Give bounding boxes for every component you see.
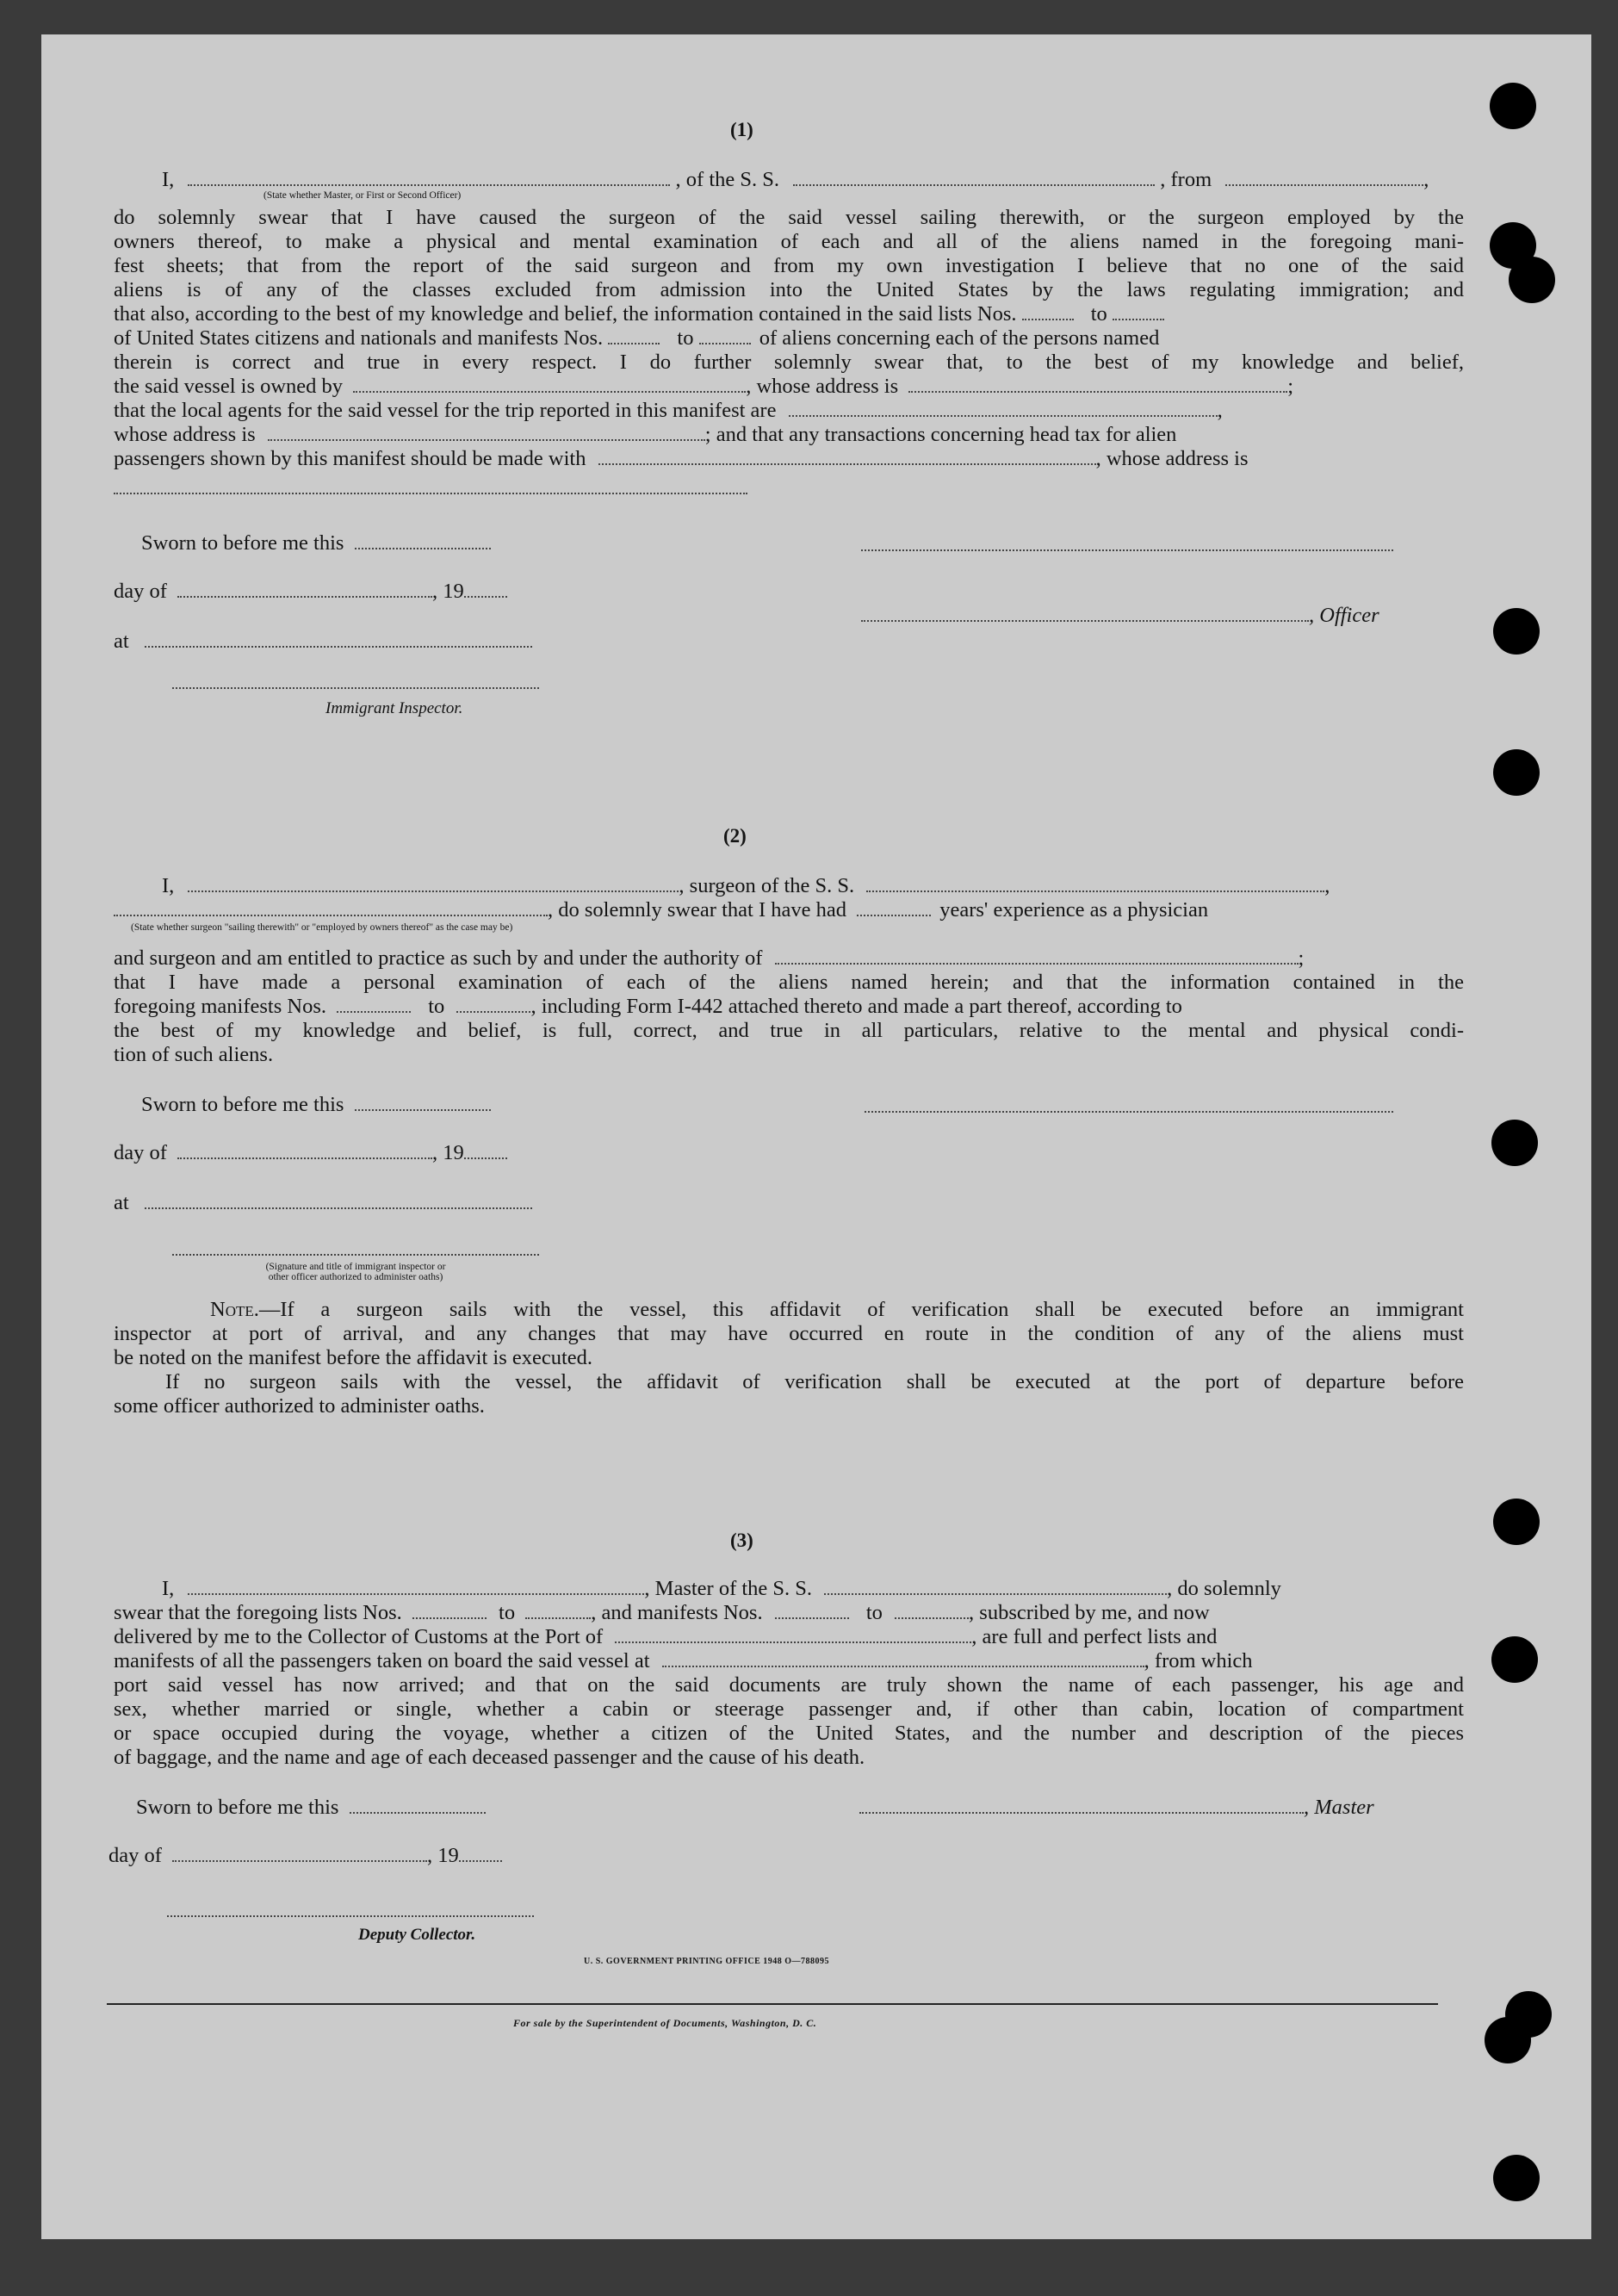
section-1-lists-line: that also, according to the best of my knowledge and belief, the information contained in the said lists Nos. to <box>114 301 1164 327</box>
section-1-line-i: I, , of the S. S. , from , <box>162 168 1429 191</box>
owner-address-field[interactable] <box>908 375 1287 393</box>
section-3-lists-from-field[interactable] <box>412 1602 487 1619</box>
surgeon-status-note: (State whether surgeon "sailing therewith" or "employed by owners thereof" as the case may be) <box>131 922 513 933</box>
agents-address-field[interactable] <box>268 424 705 441</box>
collector-port-field[interactable] <box>615 1626 971 1643</box>
at-field-1[interactable] <box>145 630 532 648</box>
inspector-or-officer-signature-line[interactable] <box>172 1254 539 1256</box>
lists-from-field[interactable] <box>1022 303 1074 320</box>
section-3-delivered-line: delivered by me to the Collector of Customs at the Port of , are full and perfect lists and <box>114 1625 1218 1648</box>
deputy-collector-signature-line[interactable] <box>167 1915 534 1917</box>
year-field-3[interactable] <box>459 1845 502 1862</box>
note-line-3: be noted on the manifest before the affidavit is executed. <box>114 1346 593 1369</box>
section-1-body-3: fest sheets; that from the report of the said surgeon and from my own investigation I believe that no one of the said <box>114 254 1464 277</box>
section-1-correct: therein is correct and true in every respect. I do further solemnly swear that, to the best of my knowledge and belief, <box>114 351 1464 374</box>
year-field-1[interactable] <box>464 580 507 598</box>
foregoing-from-field[interactable] <box>337 996 411 1013</box>
master-signature-field[interactable] <box>859 1796 1304 1814</box>
vessel-name-field[interactable] <box>793 169 1155 186</box>
sale-notice: For sale by the Superintendent of Documents, Washington, D. C. <box>513 2017 817 2029</box>
foregoing-to-field[interactable] <box>456 996 530 1013</box>
section-3-lists-to-field[interactable] <box>525 1602 591 1619</box>
section-3-body-1: port said vessel has now arrived; and that on the said documents are truly shown the name of each passenger, his age and <box>114 1673 1464 1697</box>
years-experience-field[interactable] <box>857 899 931 916</box>
master-name-field[interactable] <box>188 1578 644 1595</box>
owner-field[interactable] <box>353 375 746 393</box>
section-3-baggage: of baggage, and the name and age of each deceased passenger and the cause of his death. <box>114 1746 865 1769</box>
punch-hole <box>1493 749 1540 796</box>
section-3-body-2: sex, whether married or single, whether a cabin or steerage passenger and, if other than cabin, location of compartment <box>114 1697 1464 1721</box>
punch-hole <box>1491 1120 1538 1166</box>
section-2-foregoing-line: foregoing manifests Nos. to , including Form I-442 attached thereto and made a part thereof, according to <box>114 995 1182 1018</box>
punch-hole <box>1509 257 1555 303</box>
section-1-sworn: Sworn to before me this <box>141 531 491 556</box>
deputy-collector-label: Deputy Collector. <box>358 1926 476 1944</box>
section-1-owned-line: the said vessel is owned by , whose address is ; <box>114 375 1294 398</box>
section-3-body-3: or space occupied during the voyage, whether a citizen of the United States, and the number and description of the pieces <box>114 1722 1464 1745</box>
manifests-to-field[interactable] <box>699 327 751 344</box>
punch-hole <box>1490 83 1536 129</box>
section-3-manifests-from-field[interactable] <box>775 1602 849 1619</box>
section-1-passengers-line: passengers shown by this manifest should be made with , whose address is <box>114 447 1249 470</box>
section-2-such: tion of such aliens. <box>114 1043 274 1066</box>
section-1-body-2: owners thereof, to make a physical and mental examination of each and all of the aliens named in the foregoing mani- <box>114 230 1464 253</box>
section-2-best: the best of my knowledge and belief, is full, correct, and true in all particulars, relative to the mental and physical condi- <box>114 1019 1464 1042</box>
sworn-date-field-1[interactable] <box>355 532 491 549</box>
section-3-line-i: I, , Master of the S. S. , do solemnly <box>162 1577 1281 1600</box>
punch-hole <box>1485 2017 1531 2063</box>
section-1-day-of: day of , 19 <box>114 579 507 605</box>
sworn-date-field-2[interactable] <box>355 1094 491 1111</box>
section-3-number: (3) <box>730 1530 753 1551</box>
punch-hole <box>1493 608 1540 655</box>
inspector-signature-line[interactable] <box>172 687 539 689</box>
punch-hole <box>1493 1499 1540 1545</box>
manifests-from-field[interactable] <box>608 327 660 344</box>
master-vessel-field[interactable] <box>824 1578 1167 1595</box>
printing-office-line: U. S. GOVERNMENT PRINTING OFFICE 1948 O—788095 <box>584 1957 830 1966</box>
section-1-at: at <box>114 629 532 655</box>
head-tax-address-field[interactable] <box>114 493 747 494</box>
head-tax-contact-field[interactable] <box>598 448 1096 465</box>
section-1-agents-line: that the local agents for the said vessel for the trip reported in this manifest are , <box>114 399 1223 422</box>
section-3-manifests-to-field[interactable] <box>895 1602 969 1619</box>
lists-to-field[interactable] <box>1113 303 1164 320</box>
section-2-number: (2) <box>723 825 747 847</box>
section-1-officer-line: , Officer <box>861 603 1379 629</box>
form-page <box>41 34 1591 2239</box>
section-1-address-line: whose address is ; and that any transactions concerning head tax for alien <box>114 423 1177 446</box>
from-port-field[interactable] <box>1225 169 1423 186</box>
immigrant-inspector-label: Immigrant Inspector. <box>325 699 463 717</box>
section-3-sworn: Sworn to before me this <box>136 1795 486 1821</box>
surgeon-status-field[interactable] <box>114 899 548 916</box>
surgeon-signature-line[interactable] <box>865 1111 1393 1113</box>
section-1-body-4: aliens is of any of the classes excluded from admission into the United States by the laws regulating immigration; and <box>114 278 1464 301</box>
section-1-number: (1) <box>730 119 753 140</box>
footer-rule <box>107 2003 1438 2005</box>
section-3-manifests-line: manifests of all the passengers taken on board the said vessel at , from which <box>114 1649 1253 1672</box>
officer-rank-note: (State whether Master, or First or Second Officer) <box>263 190 462 201</box>
signature-note-2: other officer authorized to administer oaths) <box>268 1272 443 1282</box>
signature-line-1[interactable] <box>861 549 1393 551</box>
punch-hole <box>1491 1636 1538 1683</box>
note-line-2: inspector at port of arrival, and any changes that may have occurred en route in the condition of any of the aliens must <box>114 1322 1464 1345</box>
note-line-1: Note.—If a surgeon sails with the vessel, this affidavit of verification shall be executed before an immigrant <box>210 1298 1464 1321</box>
boarding-port-field[interactable] <box>662 1650 1144 1667</box>
section-2-personal: that I have made a personal examination of each of the aliens named herein; and that the information contained in the <box>114 971 1464 994</box>
section-2-line-i: I, , surgeon of the S. S. , <box>162 874 1330 897</box>
section-1-body-1: do solemnly swear that I have caused the surgeon of the said vessel sailing therewith, or the surgeon employed by the <box>114 206 1464 229</box>
day-of-field-2[interactable] <box>177 1142 432 1159</box>
section-3-day-of: day of , 19 <box>108 1843 502 1869</box>
section-2-day-of: day of , 19 <box>114 1140 507 1166</box>
at-field-2[interactable] <box>145 1192 532 1209</box>
section-2-swear-line: , do solemnly swear that I have had years' experience as a physician <box>114 897 1208 923</box>
section-3-master-line: , Master <box>859 1795 1374 1821</box>
agents-field[interactable] <box>789 400 1218 417</box>
signature-note-1: (Signature and title of immigrant inspector or <box>265 1262 446 1272</box>
section-3-swear-line: swear that the foregoing lists Nos. to , and manifests Nos. to , subscribed by me, and now <box>114 1601 1210 1624</box>
authority-field[interactable] <box>775 947 1299 965</box>
surgeon-name-field[interactable] <box>188 875 679 892</box>
sworn-date-field-3[interactable] <box>350 1796 486 1814</box>
surgeon-vessel-field[interactable] <box>866 875 1324 892</box>
day-of-field-3[interactable] <box>172 1845 427 1862</box>
section-2-entitled-line: and surgeon and am entitled to practice as such by and under the authority of ; <box>114 946 1305 970</box>
officer-signature-field[interactable] <box>861 605 1309 622</box>
note-line-4: If no surgeon sails with the vessel, the affidavit of verification shall be executed at the port of departure before <box>165 1370 1464 1393</box>
punch-hole <box>1493 2155 1540 2201</box>
day-of-field-1[interactable] <box>177 580 432 598</box>
year-field-2[interactable] <box>464 1142 507 1159</box>
note-line-5: some officer authorized to administer oaths. <box>114 1394 485 1418</box>
section-2-at: at <box>114 1190 532 1216</box>
section-2-sworn: Sworn to before me this <box>141 1092 491 1118</box>
section-1-citizens-line: of United States citizens and nationals and manifests Nos. to of aliens concerning each of the persons named <box>114 326 1160 350</box>
officer-rank-field[interactable] <box>188 169 670 186</box>
